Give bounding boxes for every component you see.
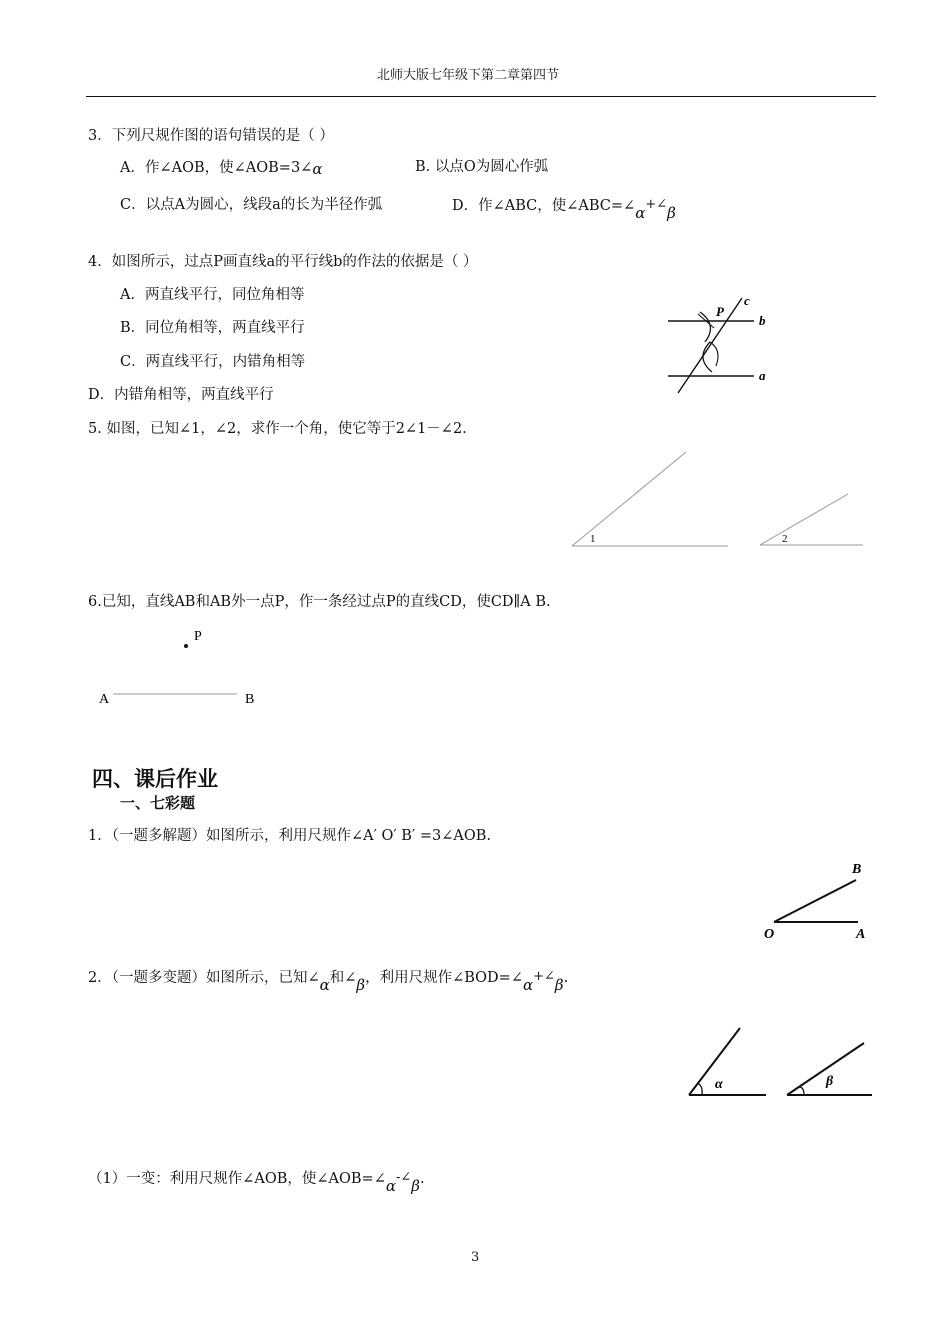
page-header-title: 北师大版七年级下第二章第四节: [377, 68, 560, 83]
alpha-symbol: α: [522, 976, 534, 994]
variation-1: [88, 1169, 425, 1195]
q4-label-p: P: [716, 304, 724, 319]
q3-option-a: [120, 158, 322, 177]
alpha-symbol: α: [312, 160, 323, 178]
problem-2-text-3: ，利用尺规作∠BOD=∠: [365, 970, 523, 986]
problem-2-text-2: 和∠: [329, 970, 357, 986]
angle-aob-label-b: B: [852, 862, 862, 877]
angle-aob-label-o: O: [764, 927, 775, 942]
q6-point-a-label: A: [99, 692, 110, 707]
q4-option-c: C．两直线平行，内错角相等: [120, 354, 306, 370]
q4-option-a: A．两直线平行，同位角相等: [120, 287, 305, 303]
variation-1-text: （1）一变：利用尺规作∠AOB，使∠AOB=∠: [88, 1171, 386, 1187]
homework-problem-1: 1．（一题多解题）如图所示，利用尺规作∠A′ O′ B′ =3∠AOB.: [88, 828, 491, 844]
alpha-symbol: α: [385, 1177, 396, 1195]
q5-angle-2-figure: [758, 492, 868, 552]
beta-symbol: β: [411, 1177, 420, 1195]
q4-label-c: c: [744, 293, 750, 308]
q4-option-b: B．同位角相等，两直线平行: [120, 320, 305, 336]
angle-beta-label: β: [826, 1074, 834, 1089]
period: .: [563, 970, 569, 986]
angle-beta-figure: [784, 1040, 874, 1100]
q3-option-c: C．以点A为圆心，线段a的长为半径作弧: [120, 197, 383, 213]
q4-label-b: b: [759, 313, 766, 328]
q3-stem: 3．下列尺规作图的语句错误的是（ ）: [88, 128, 334, 144]
q4-stem: 4．如图所示，过点P画直线a的平行线b的作法的依据是（ ）: [88, 254, 478, 270]
q6-line-and-point-figure: [95, 625, 275, 715]
plus-angle: +∠: [533, 969, 555, 984]
q6-stem: 6.已知，直线AB和AB外一点P，作一条经过点P的直线CD，使CD∥A B.: [88, 594, 551, 610]
homework-problem-2: [88, 968, 569, 994]
period: .: [419, 1171, 425, 1187]
header-rule: [86, 96, 876, 97]
minus-angle: -∠: [396, 1170, 412, 1185]
q4-parallel-construction-figure: [660, 290, 780, 400]
beta-symbol: β: [356, 976, 366, 994]
alpha-symbol: α: [319, 976, 330, 994]
subsection-title: 一、七彩题: [120, 794, 196, 812]
angle-aob-label-a: A: [856, 927, 866, 942]
angle-alpha-label: α: [715, 1077, 723, 1092]
q3-option-a-text: A．作∠AOB，使∠AOB=3∠: [120, 160, 313, 176]
page-number: 3: [471, 1250, 480, 1265]
plus-angle: +∠: [645, 197, 668, 212]
alpha-symbol: α: [635, 204, 646, 222]
q5-angle-2-label: 2: [782, 533, 788, 545]
q3-option-b: B. 以点O为圆心作弧: [415, 159, 549, 175]
q5-angle-1-label: 1: [590, 533, 596, 545]
beta-symbol: β: [667, 204, 676, 222]
beta-symbol: β: [554, 976, 564, 994]
angle-aob-figure: [760, 858, 875, 943]
q4-option-d: D．内错角相等，两直线平行: [88, 387, 274, 403]
q3-option-d: [452, 196, 676, 222]
section-title: 四、课后作业: [92, 767, 218, 791]
problem-2-text-1: 2．（一题多变题）如图所示，已知∠: [88, 970, 320, 986]
q6-point-p-label: P: [194, 629, 202, 644]
q5-angle-1-figure: [570, 450, 730, 550]
q3-option-d-text: D．作∠ABC，使∠ABC=∠: [452, 198, 636, 214]
q5-stem: 5. 如图，已知∠1，∠2，求作一个角，使它等于2∠1－∠2.: [88, 421, 467, 437]
q4-label-a: a: [759, 368, 766, 383]
q6-point-b-label: B: [245, 692, 255, 707]
angle-alpha-figure: [686, 1025, 771, 1100]
